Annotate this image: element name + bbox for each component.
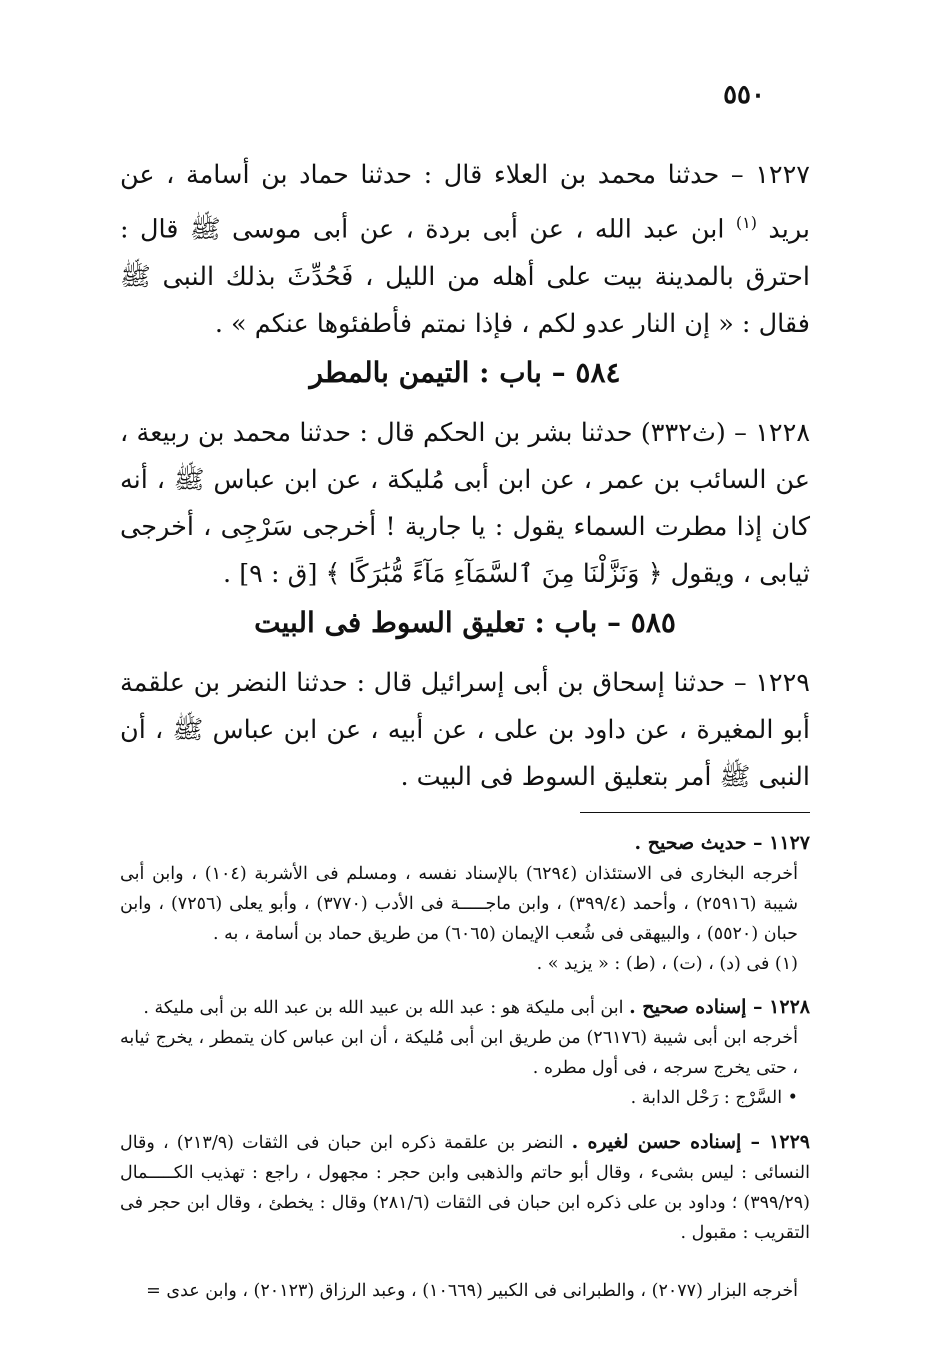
chapter-separator: – باب :: [479, 356, 566, 389]
hadith-number: ١٢٢٨ –: [734, 418, 811, 448]
chapter-title: التيمن بالمطر: [309, 356, 470, 389]
page-number: ٥٥٠: [723, 80, 765, 110]
hadith-number: ١٢٢٧ –: [730, 160, 810, 190]
hadith-1227: [120, 152, 810, 348]
hadith-1228: [120, 410, 810, 598]
footnote-line: • السَّرْج : رَحْل الدابة .: [630, 1088, 798, 1108]
footnote-1227: [120, 828, 810, 979]
footnote-divider: [580, 812, 810, 813]
footnote-line: أخرجه البزار (٢٠٧٧) ، والطبرانى فى الكبير (١٠٦٦٩) ، وعبد الرزاق (٢٠١٢٣) ، وابن عدى =: [146, 1281, 798, 1301]
footnote-line: أخرجه البخارى فى الاستئذان (٦٢٩٤) بالإسناد نفسه ، ومسلم فى الأشربة (١٠٤) ، وابن أبى شيبة (٢٥٩١٦) ، وأحمد (٣٩٩/٤) ، وابن ماجـــــة فى الأدب (٣٧٧٠) ، وأبو يعلى (٧٢٥٦) ، وابن حبان (٥٥٢٠) ، والبيهقى فى شُعب الإيمان (٦٠٦٥) من طريق حماد بن أسامة ، به .: [120, 864, 798, 944]
footnote-line: أخرجه ابن أبى شيبة (٢٦١٧٦) من طريق ابن أبى مُليكة ، أن ابن عباس كان يتمطر ، يخرج ثيابه ، حتى يخرج سرجه ، فى أول مطره .: [120, 1028, 798, 1078]
footnote-1229: [120, 1127, 810, 1248]
footnote-grade: ١٢٢٩ – إسناده حسن لغيره .: [571, 1131, 810, 1153]
footnote-1228: [120, 992, 810, 1113]
hadith-text-continuation: ابن عبد الله ، عن أبى بردة ، عن أبى موسى ﷺ قال : احترق بالمدينة بيت على أهله من الليل ، فَحُدِّثَ بذلك النبى ﷺ فقال : « إن النار عدو لكم ، فإذا نمتم فأطفئوها عنكم » .: [120, 214, 810, 339]
footnote-1229-sources: [120, 1276, 810, 1306]
chapter-title: تعليق السوط فى البيت: [254, 606, 525, 639]
hadith-text: (ث٣٣٢) حدثنا بشر بن الحكم قال : حدثنا محمد بن ربيعة ، عن السائب بن عمر ، عن ابن أبى مُليكة ، عن ابن عباس ﷺ ، أنه كان إذا مطرت السماء يقول : يا جارية ! أخرجى سَرْجِى ، أخرجى ثيابى ، ويقول ﴿ وَنَزَّلْنَا مِنَ ٱلسَّمَآءِ مَآءً مُّبَٰرَكًا ﴾ [ق : ٩] .: [120, 418, 810, 589]
hadith-text: حدثنا محمد بن العلاء قال : حدثنا حماد بن أسامة ، عن بريد: [120, 160, 810, 245]
chapter-number: ٥٨٤: [575, 356, 621, 389]
chapter-number: ٥٨٥: [630, 606, 676, 639]
footnote-text: ابن أبى مليكة هو : عبد الله بن عبيد الله بن عبد الله بن أبى مليكة .: [143, 998, 624, 1018]
footnote-line: (١) فى (د) ، (ت) ، (ط) : « يزيد » .: [536, 954, 798, 974]
hadith-1229: [120, 660, 810, 801]
chapter-separator: – باب :: [534, 606, 622, 639]
chapter-heading-584: [120, 356, 810, 389]
footnote-text: النضر بن علقمة ذكره ابن حبان فى الثقات (٢١٣/٩) ، وقال النسائى : ليس بشىء ، وقال أبو حاتم والذهبى وابن حجر : مجهول ، راجع : تهذيب الكـــــمال (٣٩٩/٢٩) ؛ وداود بن على ذكره ابن حبان فى الثقات (٢٨١/٦) وقال : يخطئ ، وقال ابن حجر فى التقريب : مقبول .: [120, 1133, 810, 1243]
footnote-grade: ١٢٢٨ – إسناده صحيح .: [629, 996, 810, 1018]
footnote-marker: (١): [735, 213, 757, 232]
footnote-grade: ١١٢٧ – حديث صحيح .: [634, 832, 810, 854]
chapter-heading-585: [120, 606, 810, 639]
hadith-text: حدثنا إسحاق بن أبى إسرائيل قال : حدثنا النضر بن علقمة أبو المغيرة ، عن داود بن على ، عن أبيه ، عن ابن عباس ﷺ ، أن النبى ﷺ أمر بتعليق السوط فى البيت .: [120, 668, 810, 792]
hadith-number: ١٢٢٩ –: [733, 668, 810, 698]
